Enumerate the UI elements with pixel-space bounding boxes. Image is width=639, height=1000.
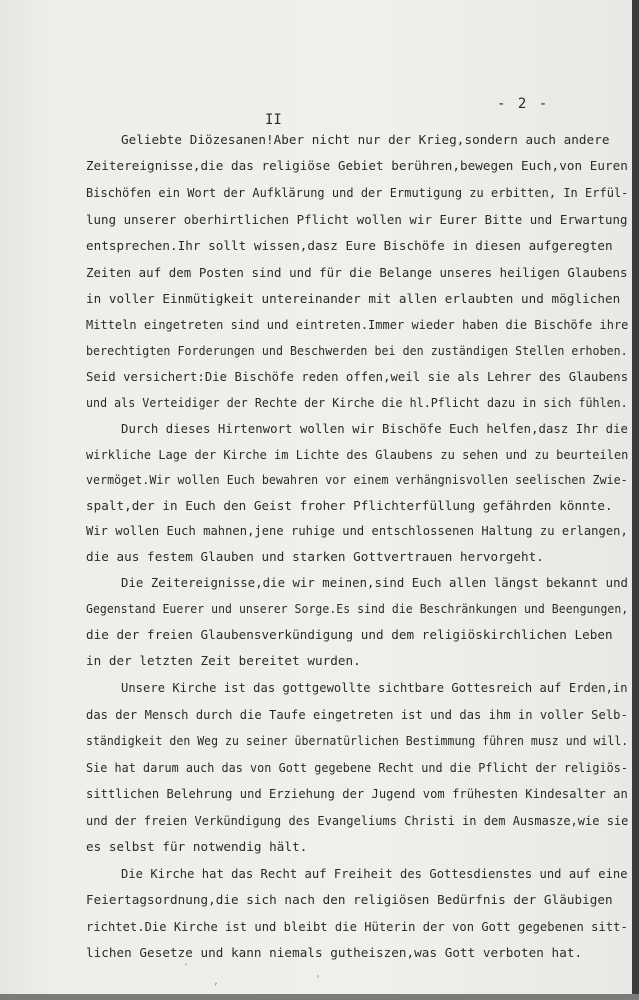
paper-speck: '	[315, 974, 322, 985]
text-line: das der Mensch durch die Taufe eingetreten ist und das ihm in voller Selb-	[86, 707, 628, 722]
text-line: Durch dieses Hirtenwort wollen wir Bischöfe Euch helfen,dasz Ihr die	[121, 421, 628, 436]
text-line: vermöget.Wir wollen Euch bewahren vor einem verhängnisvollen seelischen Zwie-	[86, 472, 628, 487]
section-number: II	[265, 112, 282, 128]
text-line: Feiertagsordnung,die sich nach den religiösen Bedürfnis der Gläubigen	[86, 892, 613, 907]
text-line: Gegenstand Euerer und unserer Sorge.Es sind die Beschränkungen und Beengungen,	[86, 601, 629, 616]
text-line: lichen Gesetze und kann niemals gutheiszen,was Gott verboten hat.	[86, 945, 583, 960]
text-line: sittlichen Belehrung und Erziehung der Jugend vom frühesten Kindesalter an	[86, 786, 628, 801]
text-line: Bischöfen ein Wort der Aufklärung und der Ermutigung zu erbitten, In Erfül-	[86, 185, 629, 200]
text-line: in voller Einmütigkeit untereinander mit allen erlaubten und möglichen	[86, 291, 621, 306]
text-line: Mitteln eingetreten sind und eintreten.Immer wieder haben die Bischöfe ihre	[86, 317, 629, 332]
text-line: Wir wollen Euch mahnen,jene ruhige und entschlossenen Haltung zu erlangen,	[86, 523, 628, 538]
text-line: Unsere Kirche ist das gottgewollte sichtbare Gottesreich auf Erden,in	[121, 680, 628, 695]
page-number: - 2 -	[497, 96, 550, 112]
text-line: es selbst für notwendig hält.	[86, 839, 308, 854]
text-line: Zeitereignisse,die das religiöse Gebiet berühren,bewegen Euch,von Euren	[86, 158, 628, 173]
scan-edge-bottom	[0, 994, 639, 1000]
text-line: lung unserer oberhirtlichen Pflicht wollen wir Eurer Bitte und Erwartung	[86, 212, 628, 227]
text-line: berechtigten Forderungen und Beschwerden bei den zuständigen Stellen erhoben.	[86, 343, 628, 358]
text-line: und als Verteidiger der Rechte der Kirche die hl.Pflicht dazu in sich fühlen.	[86, 395, 628, 410]
text-line: Zeiten auf dem Posten sind und für die Belange unseres heiligen Glaubens	[86, 265, 628, 280]
paper-speck: '	[183, 962, 190, 973]
text-line: Die Zeitereignisse,die wir meinen,sind Euch allen längst bekannt und	[121, 575, 628, 590]
text-line: richtet.Die Kirche ist und bleibt die Hüterin der von Gott gegebenen sitt-	[86, 919, 628, 934]
text-line: Seid versichert:Die Bischöfe reden offen,weil sie als Lehrer des Glaubens	[86, 369, 629, 384]
text-line: wirkliche Lage der Kirche im Lichte des Glaubens zu sehen und zu beurteilen	[86, 447, 629, 462]
text-line: Geliebte Diözesanen!Aber nicht nur der Krieg,sondern auch andere	[121, 132, 610, 147]
text-line: Die Kirche hat das Recht auf Freiheit des Gottesdienstes und auf eine	[121, 866, 628, 881]
text-line: spalt,der in Euch den Geist froher Pflichterfüllung gefährden könnte.	[86, 498, 613, 513]
text-line: die der freien Glaubensverkündigung und dem religiöskirchlichen Leben	[86, 627, 613, 642]
text-line: und der freien Verkündigung des Evangeliums Christi in dem Ausmasze,wie sie	[86, 813, 629, 828]
text-line: Sie hat darum auch das von Gott gegebene Recht und die Pflicht der religiös-	[86, 760, 629, 775]
text-line: ständigkeit den Weg zu seiner übernatürlichen Bestimmung führen musz und will.	[86, 733, 629, 748]
scan-edge-right	[632, 0, 639, 1000]
text-line: die aus festem Glauben und starken Gottvertrauen hervorgeht.	[86, 549, 544, 564]
text-line: in der letzten Zeit bereitet wurden.	[86, 653, 361, 668]
text-line: entsprechen.Ihr sollt wissen,dasz Eure Bischöfe in diesen aufgeregten	[86, 238, 613, 253]
paper-speck: ,	[213, 976, 220, 987]
